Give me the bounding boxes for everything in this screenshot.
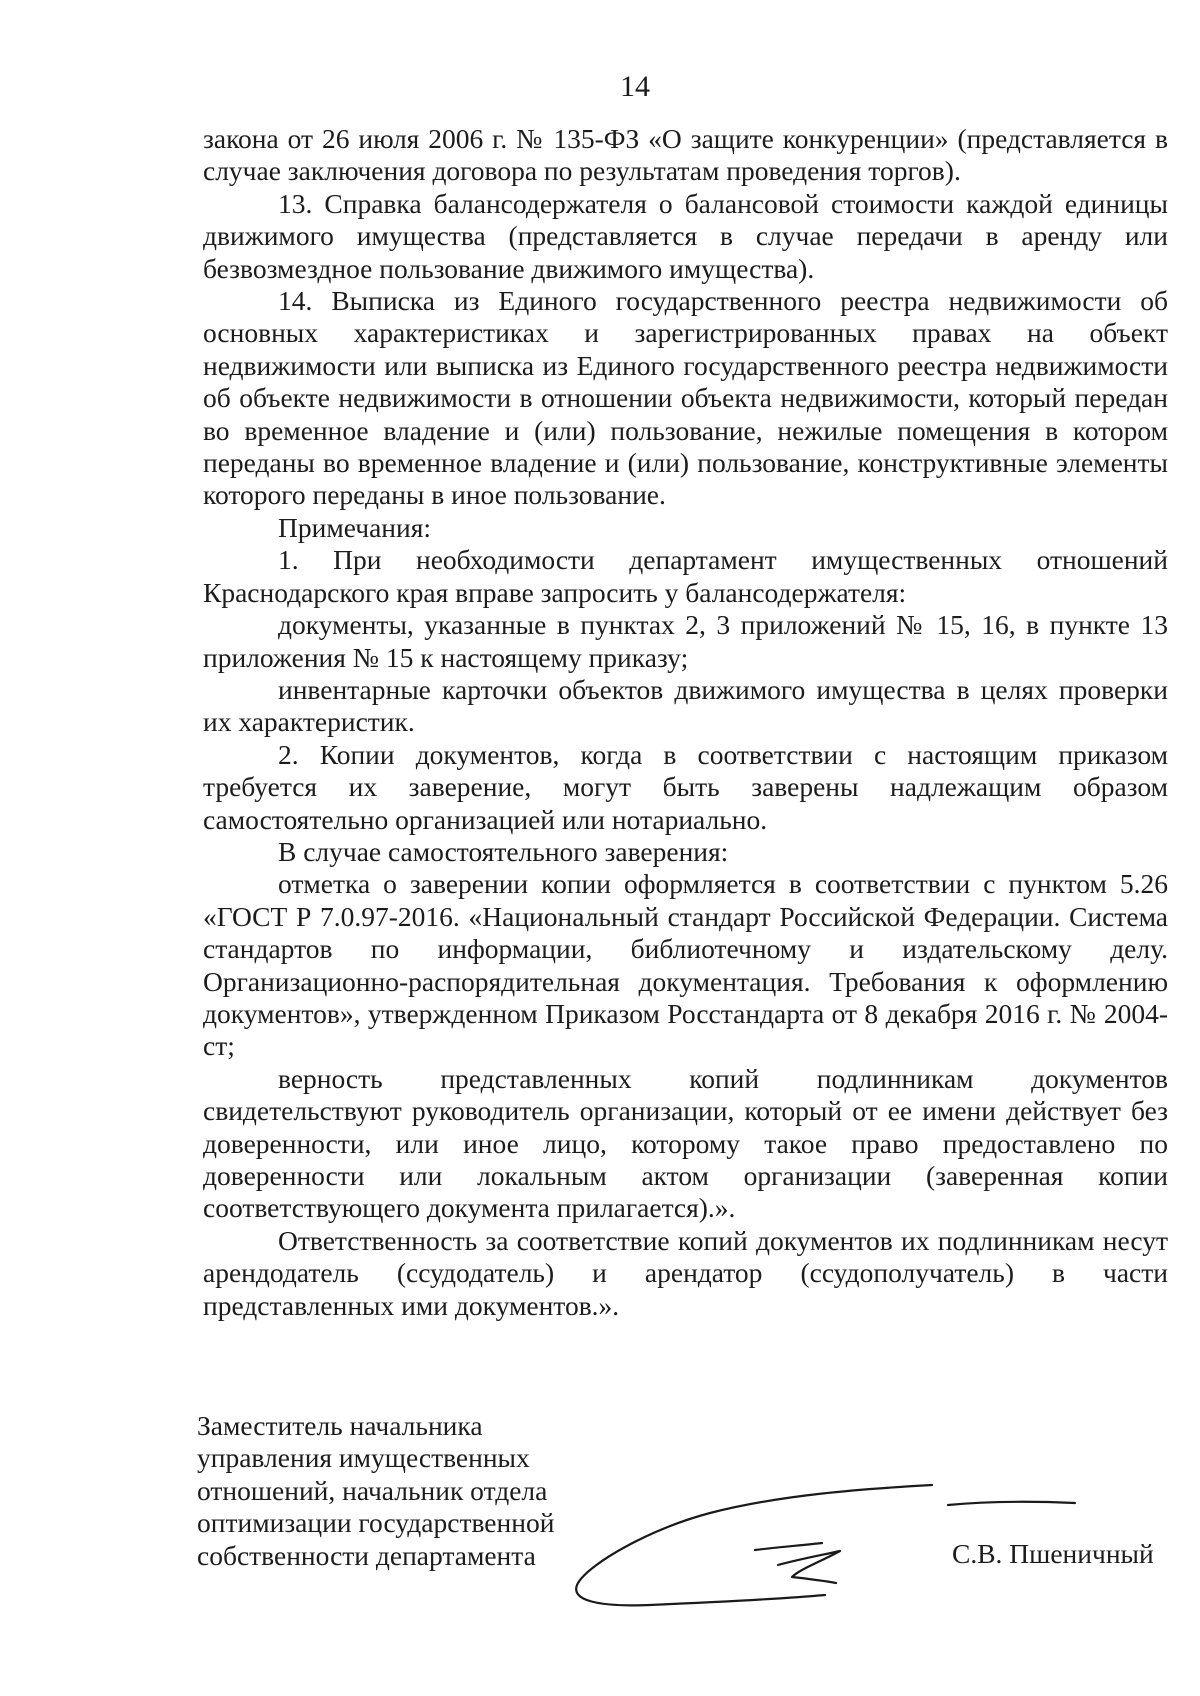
responsibility-paragraph: Ответственность за соответствие копий документов их подлинникам несут арендодатель (ссудодатель) и арендатор (ссудополучатель) в части представленных ими документов.».: [203, 1224, 1168, 1321]
paragraph-item-13: 13. Справка балансодержателя о балансовой стоимости каждой единицы движимого имущества (представляется в случае передачи в аренду или безвозмездное пользование движимого имущества).: [203, 187, 1168, 284]
signatory-title: [197, 1410, 554, 1572]
signatory-title-line: отношений, начальник отдела: [197, 1474, 548, 1506]
signatory-title-line: оптимизации государственной: [197, 1507, 555, 1539]
document-body: [203, 123, 1168, 1322]
paragraph-item-14: 14. Выписка из Единого государственного реестра недвижимости об основных характеристиках и зарегистрированных правах на объект недвижимости или выписка из Единого государственного реестра недвижимости об объекте недвижимости в отношении объекта недвижимости, который передан во временное владение и (или) пользование, нежилые помещения в котором переданы во временное владение и (или) пользование, конструктивные элементы которого переданы в иное пользование.: [203, 285, 1168, 511]
signatory-title-line: Заместитель начальника: [197, 1410, 483, 1441]
page-number: 14: [620, 70, 650, 103]
notes-heading: Примечания:: [278, 511, 432, 543]
signatory-title-line: управления имущественных: [197, 1442, 530, 1474]
self-certification-heading: В случае самостоятельного заверения:: [278, 835, 729, 867]
note-1-inventory-cards: инвентарные карточки объектов движимого имущества в целях проверки их характеристик.: [203, 673, 1168, 738]
signatory-title-line: собственности департамента: [197, 1539, 536, 1571]
paragraph-continuation: закона от 26 июля 2006 г. № 135-ФЗ «О защите конкуренции» (представляется в случае заключения договора по результатам проведения торгов).: [203, 123, 1168, 187]
note-2: 2. Копии документов, когда в соответствии с настоящим приказом требуется их заверение, могут быть заверены надлежащим образом самостоятельно организацией или нотариально.: [203, 738, 1168, 835]
copy-fidelity-paragraph: верность представленных копий подлинникам документов свидетельствуют руководитель организации, который от ее имени действует без доверенности, или иное лицо, которому такое право предоставлено по доверенности или локальным актом организации (заверенная копии соответствующего документа прилагается).».: [203, 1062, 1168, 1224]
certification-mark-paragraph: отметка о заверении копии оформляется в соответствии с пунктом 5.26 «ГОСТ Р 7.0.97-2016. «Национальный стандарт Российской Федерации. Система стандартов по информации, библиотечному и издательскому делу. Организационно-распорядительная документация. Требования к оформлению документов», утвержденном Приказом Росстандарта от 8 декабря 2016 г. № 2004-ст;: [203, 868, 1168, 1062]
signer-name: С.В. Пшеничный: [952, 1538, 1154, 1569]
note-1: 1. При необходимости департамент имущественных отношений Краснодарского края вправе запросить у балансодержателя:: [203, 544, 1168, 608]
note-1-documents: документы, указанные в пунктах 2, 3 приложений № 15, 16, в пункте 13 приложения № 15 к настоящему приказу;: [203, 609, 1168, 673]
